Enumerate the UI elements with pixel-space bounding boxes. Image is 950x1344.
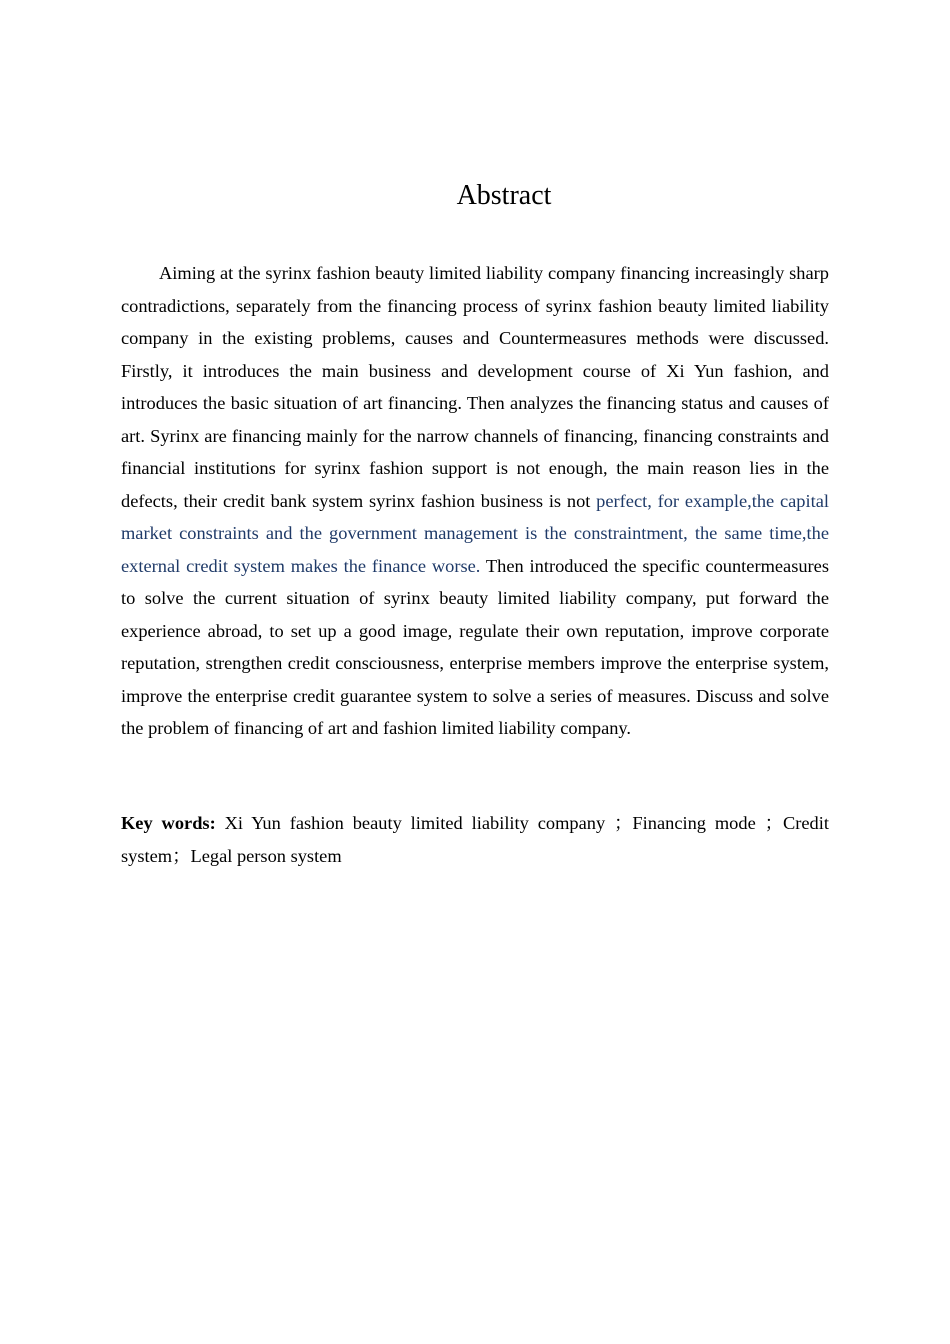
abstract-paragraph bbox=[121, 257, 829, 745]
abstract-title: Abstract bbox=[456, 180, 552, 211]
keywords-text: Xi Yun fashion beauty limited liability company ；Financing mode ；Credit system；Legal person system bbox=[121, 813, 829, 866]
abstract-text-part-1: Aiming at the syrinx fashion beauty limited liability company financing increasingly sharp contradictions, separately from the financing process of syrinx fashion beauty limited liability company in the existing problems, causes and Countermeasures methods were discussed. Firstly, it introduces the main business and development course of Xi Yun fashion, and introduces the basic situation of art financing. Then analyzes the financing status and causes of art. Syrinx are financing mainly for the narrow channels of financing, financing constraints and financial institutions for syrinx fashion support is not enough, the main reason lies in the defects, their credit bank system syrinx fashion business is not bbox=[121, 263, 829, 511]
abstract-highlighted-text: perfect, for example,the capital market constraints and the government management is the constraintment, the same time,the external credit system makes the finance worse. bbox=[121, 490, 829, 576]
keywords-label: Key words: bbox=[121, 813, 216, 833]
keywords-line bbox=[121, 807, 829, 872]
abstract-text-part-2: Then introduced the specific countermeasures to solve the current situation of syrinx beauty limited liability company, put forward the experience abroad, to set up a good image, regulate their own reputation, improve corporate reputation, strengthen credit consciousness, enterprise members improve the enterprise system, improve the enterprise credit guarantee system to solve a series of measures. Discuss and solve the problem of financing of art and fashion limited liability company. bbox=[121, 555, 829, 738]
